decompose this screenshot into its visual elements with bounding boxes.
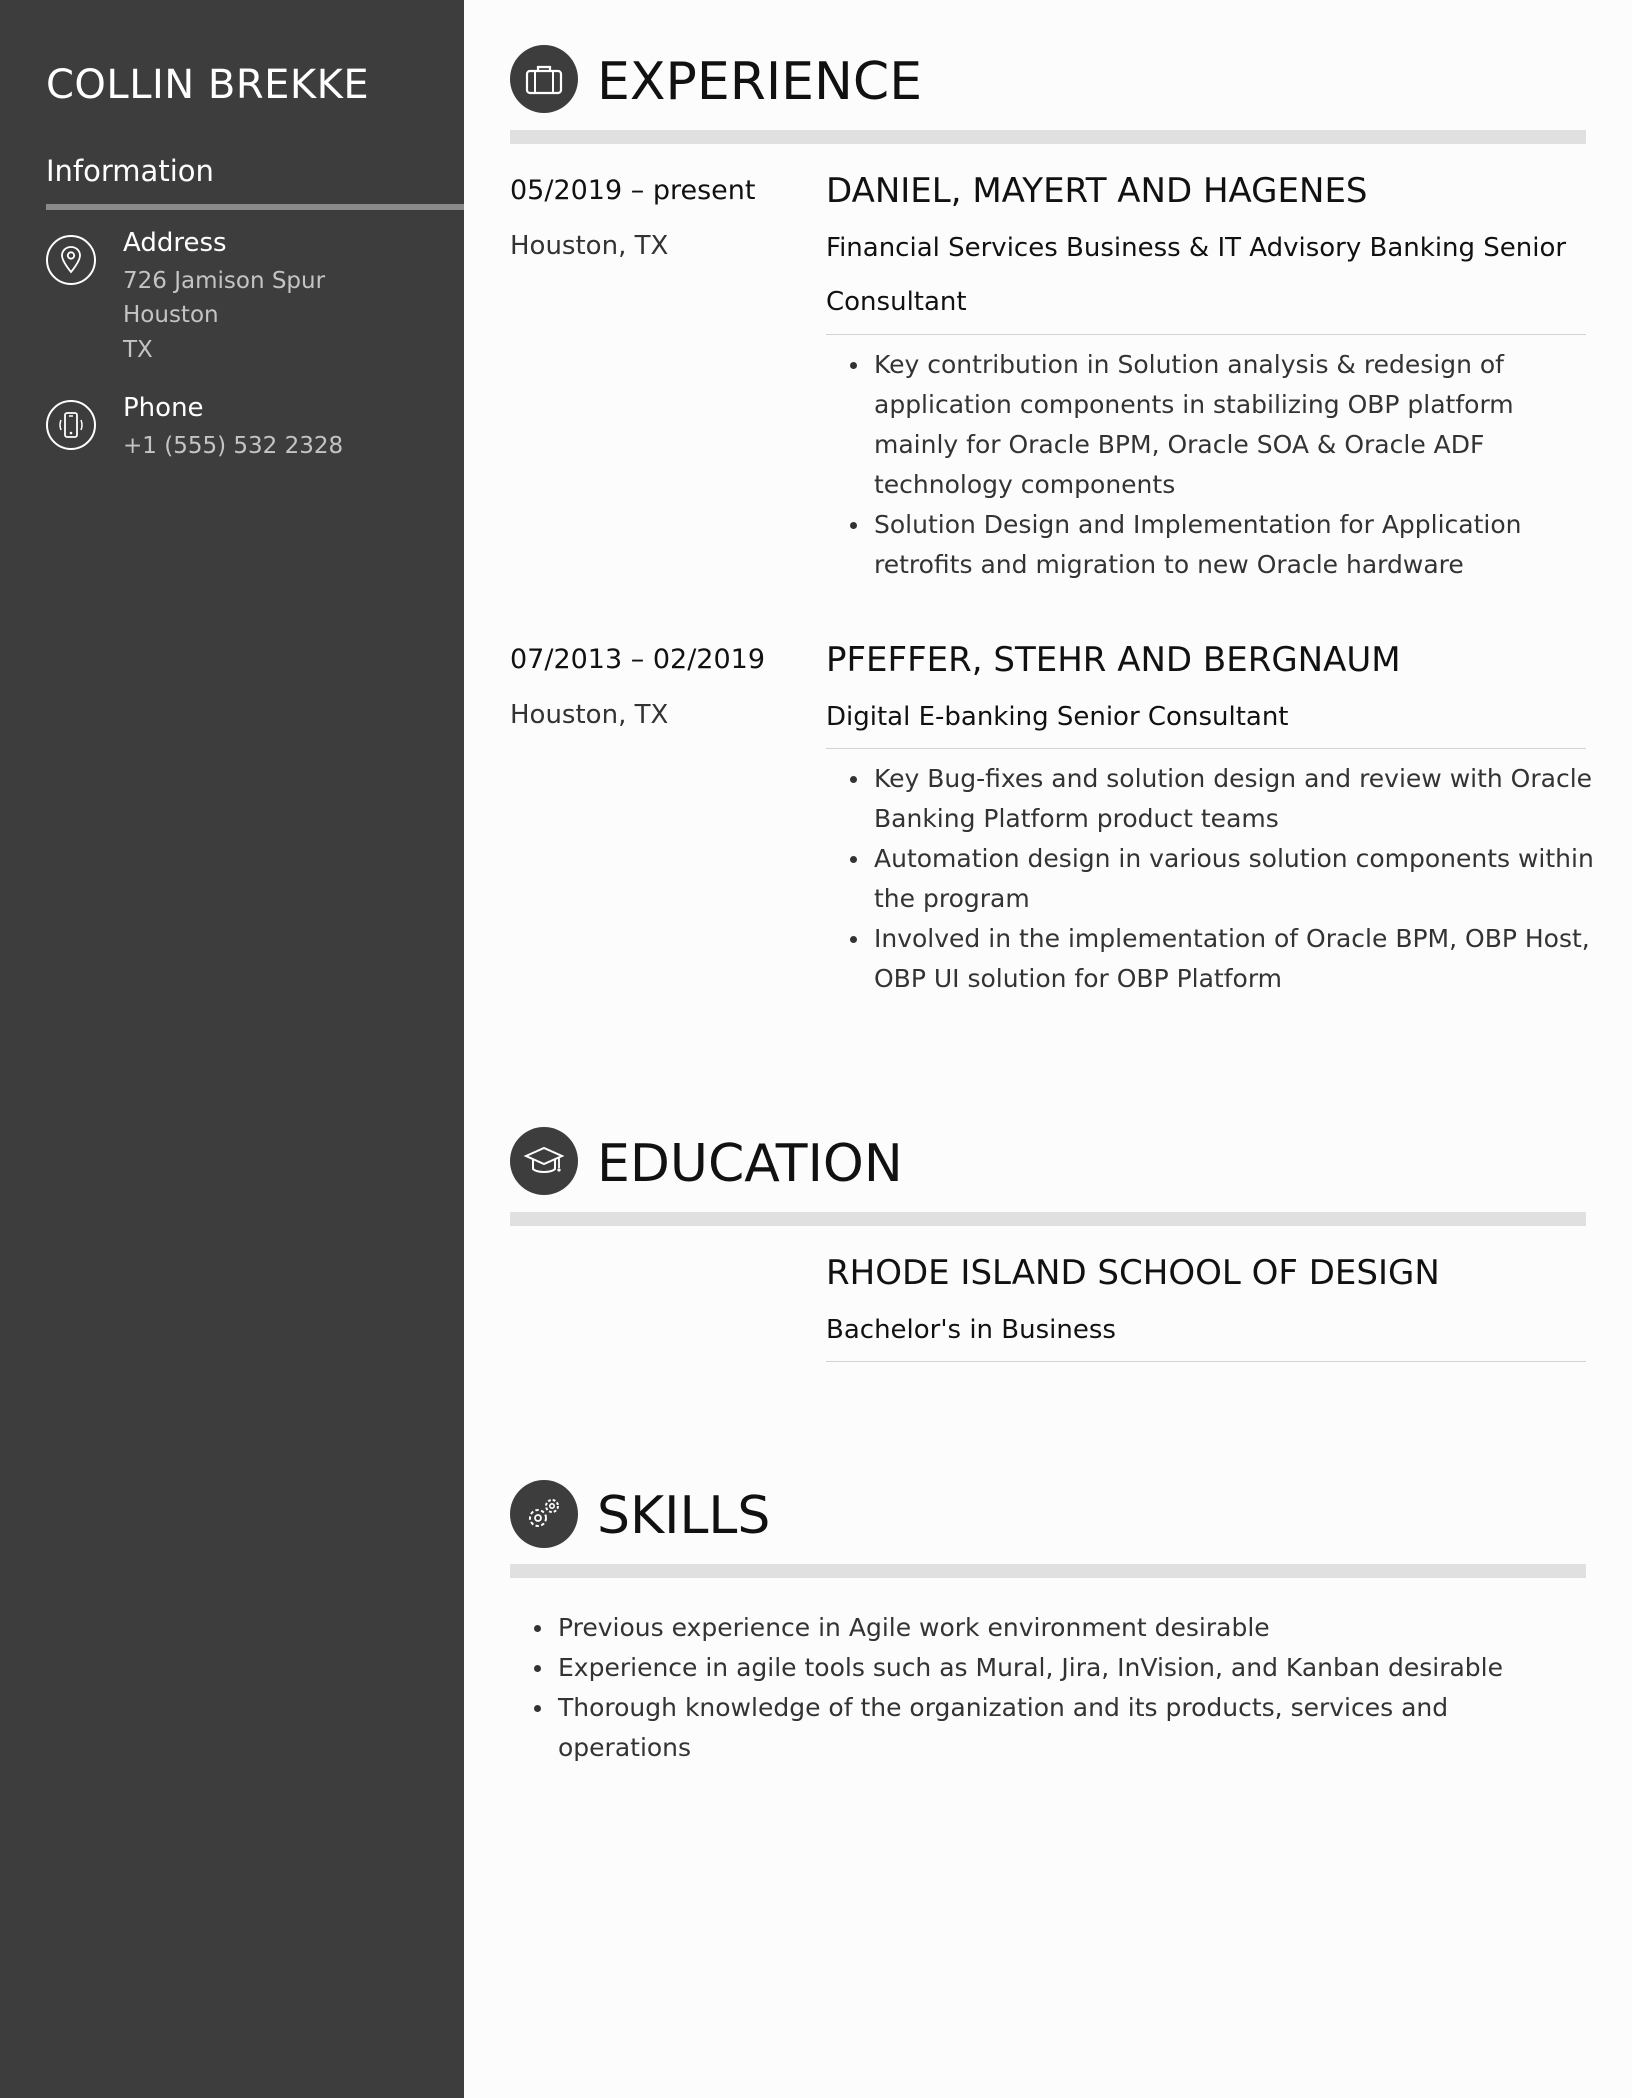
candidate-name: COLLIN BREKKE bbox=[46, 62, 370, 108]
information-divider bbox=[46, 204, 464, 210]
address-state: TX bbox=[123, 337, 153, 363]
mobile-phone-icon bbox=[46, 400, 96, 450]
job-1-company: DANIEL, MAYERT AND HAGENES bbox=[826, 171, 1368, 211]
job-1-dates: 05/2019 – present bbox=[510, 175, 756, 206]
education-item-divider bbox=[826, 1361, 1586, 1362]
skill-item: Thorough knowledge of the organization and its products, services and operations bbox=[510, 1688, 1586, 1768]
skill-item: Experience in agile tools such as Mural, Jira, InVision, and Kanban desirable bbox=[510, 1648, 1586, 1688]
education-divider bbox=[510, 1212, 1586, 1226]
address-city: Houston bbox=[123, 302, 219, 328]
experience-heading: EXPERIENCE bbox=[597, 52, 923, 112]
map-pin-icon bbox=[46, 235, 96, 285]
phone-label: Phone bbox=[123, 393, 204, 423]
job-1-bullet-2: Solution Design and Implementation for Application retrofits and migration to new Oracle hardware bbox=[826, 505, 1594, 585]
job-1-bullets bbox=[826, 345, 1594, 585]
job-2-bullet-1: Key Bug-fixes and solution design and review with Oracle Banking Platform product teams bbox=[826, 759, 1594, 839]
job-1-location: Houston, TX bbox=[510, 231, 669, 261]
skill-item: Previous experience in Agile work environment desirable bbox=[510, 1608, 1586, 1648]
job-2-role: Digital E-banking Senior Consultant bbox=[826, 702, 1289, 732]
job-2-bullet-2: Automation design in various solution components within the program bbox=[826, 839, 1594, 919]
education-school: RHODE ISLAND SCHOOL OF DESIGN bbox=[826, 1253, 1440, 1293]
job-2-company: PFEFFER, STEHR AND BERGNAUM bbox=[826, 640, 1401, 680]
information-heading: Information bbox=[46, 154, 214, 188]
job-2-dates: 07/2013 – 02/2019 bbox=[510, 644, 765, 675]
briefcase-icon bbox=[510, 45, 578, 113]
skills-divider bbox=[510, 1564, 1586, 1578]
gears-icon bbox=[510, 1480, 578, 1548]
job-2-location: Houston, TX bbox=[510, 700, 669, 730]
education-heading: EDUCATION bbox=[597, 1134, 903, 1194]
graduation-cap-icon bbox=[510, 1127, 578, 1195]
job-1-divider bbox=[826, 334, 1586, 335]
job-1-bullet-1: Key contribution in Solution analysis & redesign of application components in stabilizing OBP platform mainly for Oracle BPM, Oracle SOA & Oracle ADF technology components bbox=[826, 345, 1594, 505]
skills-heading: SKILLS bbox=[597, 1486, 771, 1546]
job-2-bullet-3: Involved in the implementation of Oracle BPM, OBP Host, OBP UI solution for OBP Platform bbox=[826, 919, 1594, 999]
phone-number: +1 (555) 532 2328 bbox=[123, 433, 344, 459]
skills-list bbox=[510, 1608, 1586, 1768]
address-label: Address bbox=[123, 228, 227, 258]
job-2-bullets bbox=[826, 759, 1594, 999]
sidebar bbox=[0, 0, 464, 2098]
job-1-role: Financial Services Business & IT Advisory Banking Senior Consultant bbox=[826, 233, 1567, 317]
experience-divider bbox=[510, 130, 1586, 144]
address-street: 726 Jamison Spur bbox=[123, 268, 326, 294]
job-2-divider bbox=[826, 748, 1586, 749]
education-degree: Bachelor's in Business bbox=[826, 1315, 1116, 1345]
